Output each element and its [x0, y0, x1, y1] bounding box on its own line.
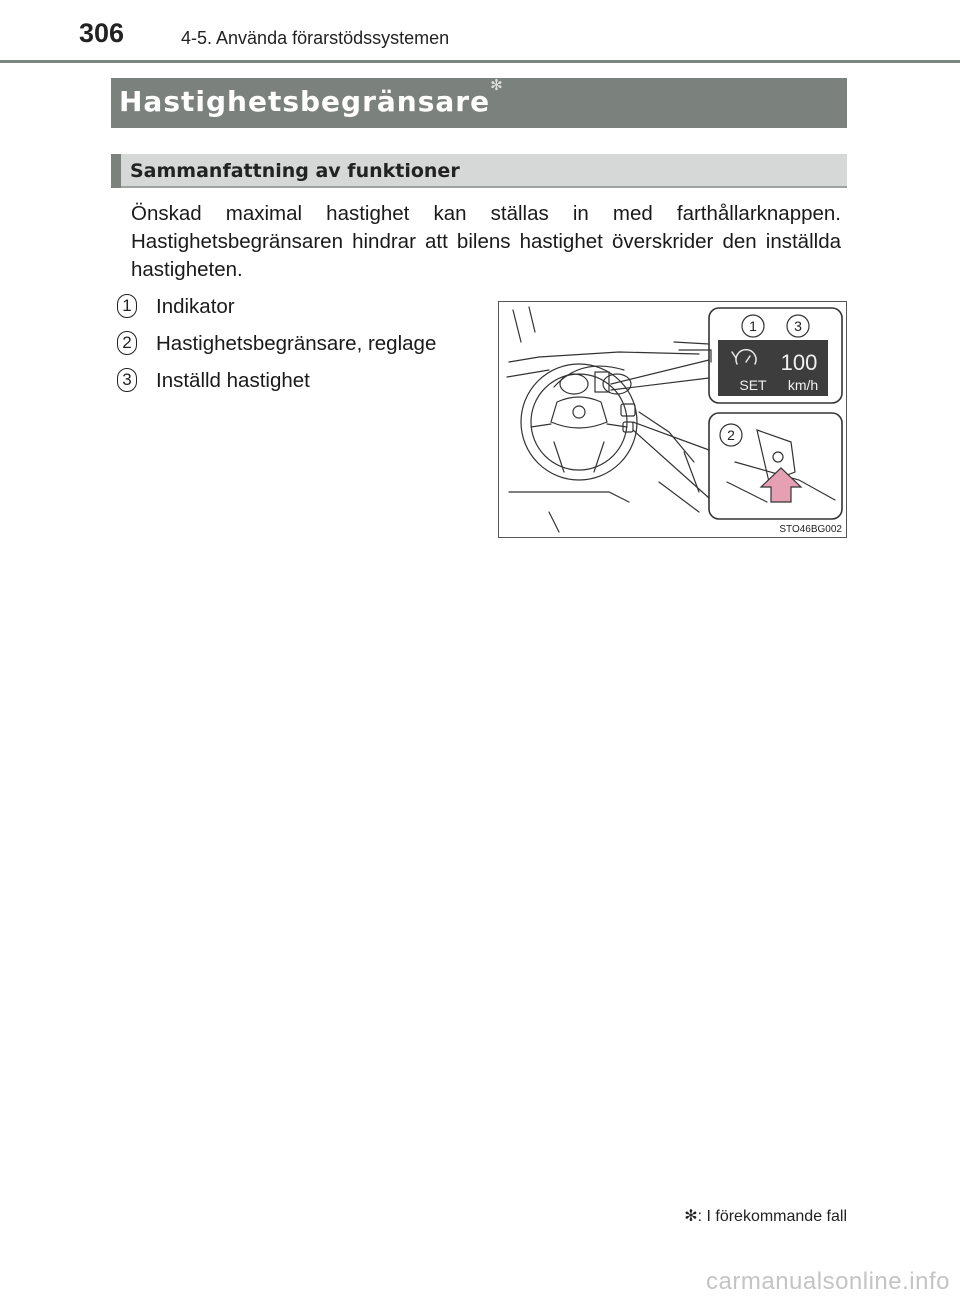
figure-label-1: 1: [749, 318, 757, 334]
page-number: 306: [79, 18, 125, 48]
asterisk-icon: ✻: [684, 1208, 698, 1225]
callout-label: Inställd hastighet: [156, 369, 310, 392]
footnote-text: : I förekommande fall: [697, 1208, 847, 1225]
callout-label: Hastighetsbegränsare, reglage: [156, 332, 437, 355]
subsection-accent: [111, 154, 121, 188]
cockpit-drawing: [499, 302, 848, 539]
watermark: carmanualsonline.info: [706, 1268, 950, 1295]
callout-number: 1: [117, 294, 137, 318]
display-mode: SET: [739, 377, 767, 393]
chapter-heading: 4-5. Använda förarstödssystemen: [181, 28, 450, 48]
subsection-bar: [111, 154, 847, 188]
section-title-bar: [111, 78, 847, 128]
asterisk-icon: ✻: [490, 76, 504, 94]
callout-number: 2: [117, 331, 137, 355]
cockpit-illustration: [498, 301, 847, 538]
callout-number: 3: [117, 368, 137, 392]
footnote: [684, 1206, 847, 1226]
callout-label: Indikator: [156, 295, 235, 318]
display-speed: 100: [780, 350, 818, 375]
subsection-title: Sammanfattning av funktioner: [130, 160, 460, 182]
intro-paragraph: Önskad maximal hastighet kan ställas in med farthållarknappen. Hastighetsbegränsaren hindrar att bilens hastighet överskrider den inställda hastigheten.: [131, 202, 841, 281]
header-rule: [0, 60, 960, 63]
display-unit: km/h: [787, 377, 819, 393]
figure-label-2: 2: [727, 427, 735, 443]
figure-label-3: 3: [794, 318, 802, 334]
figure-code: STO46BG002: [779, 524, 842, 535]
section-title: Hastighetsbegränsare ✻: [119, 76, 504, 118]
